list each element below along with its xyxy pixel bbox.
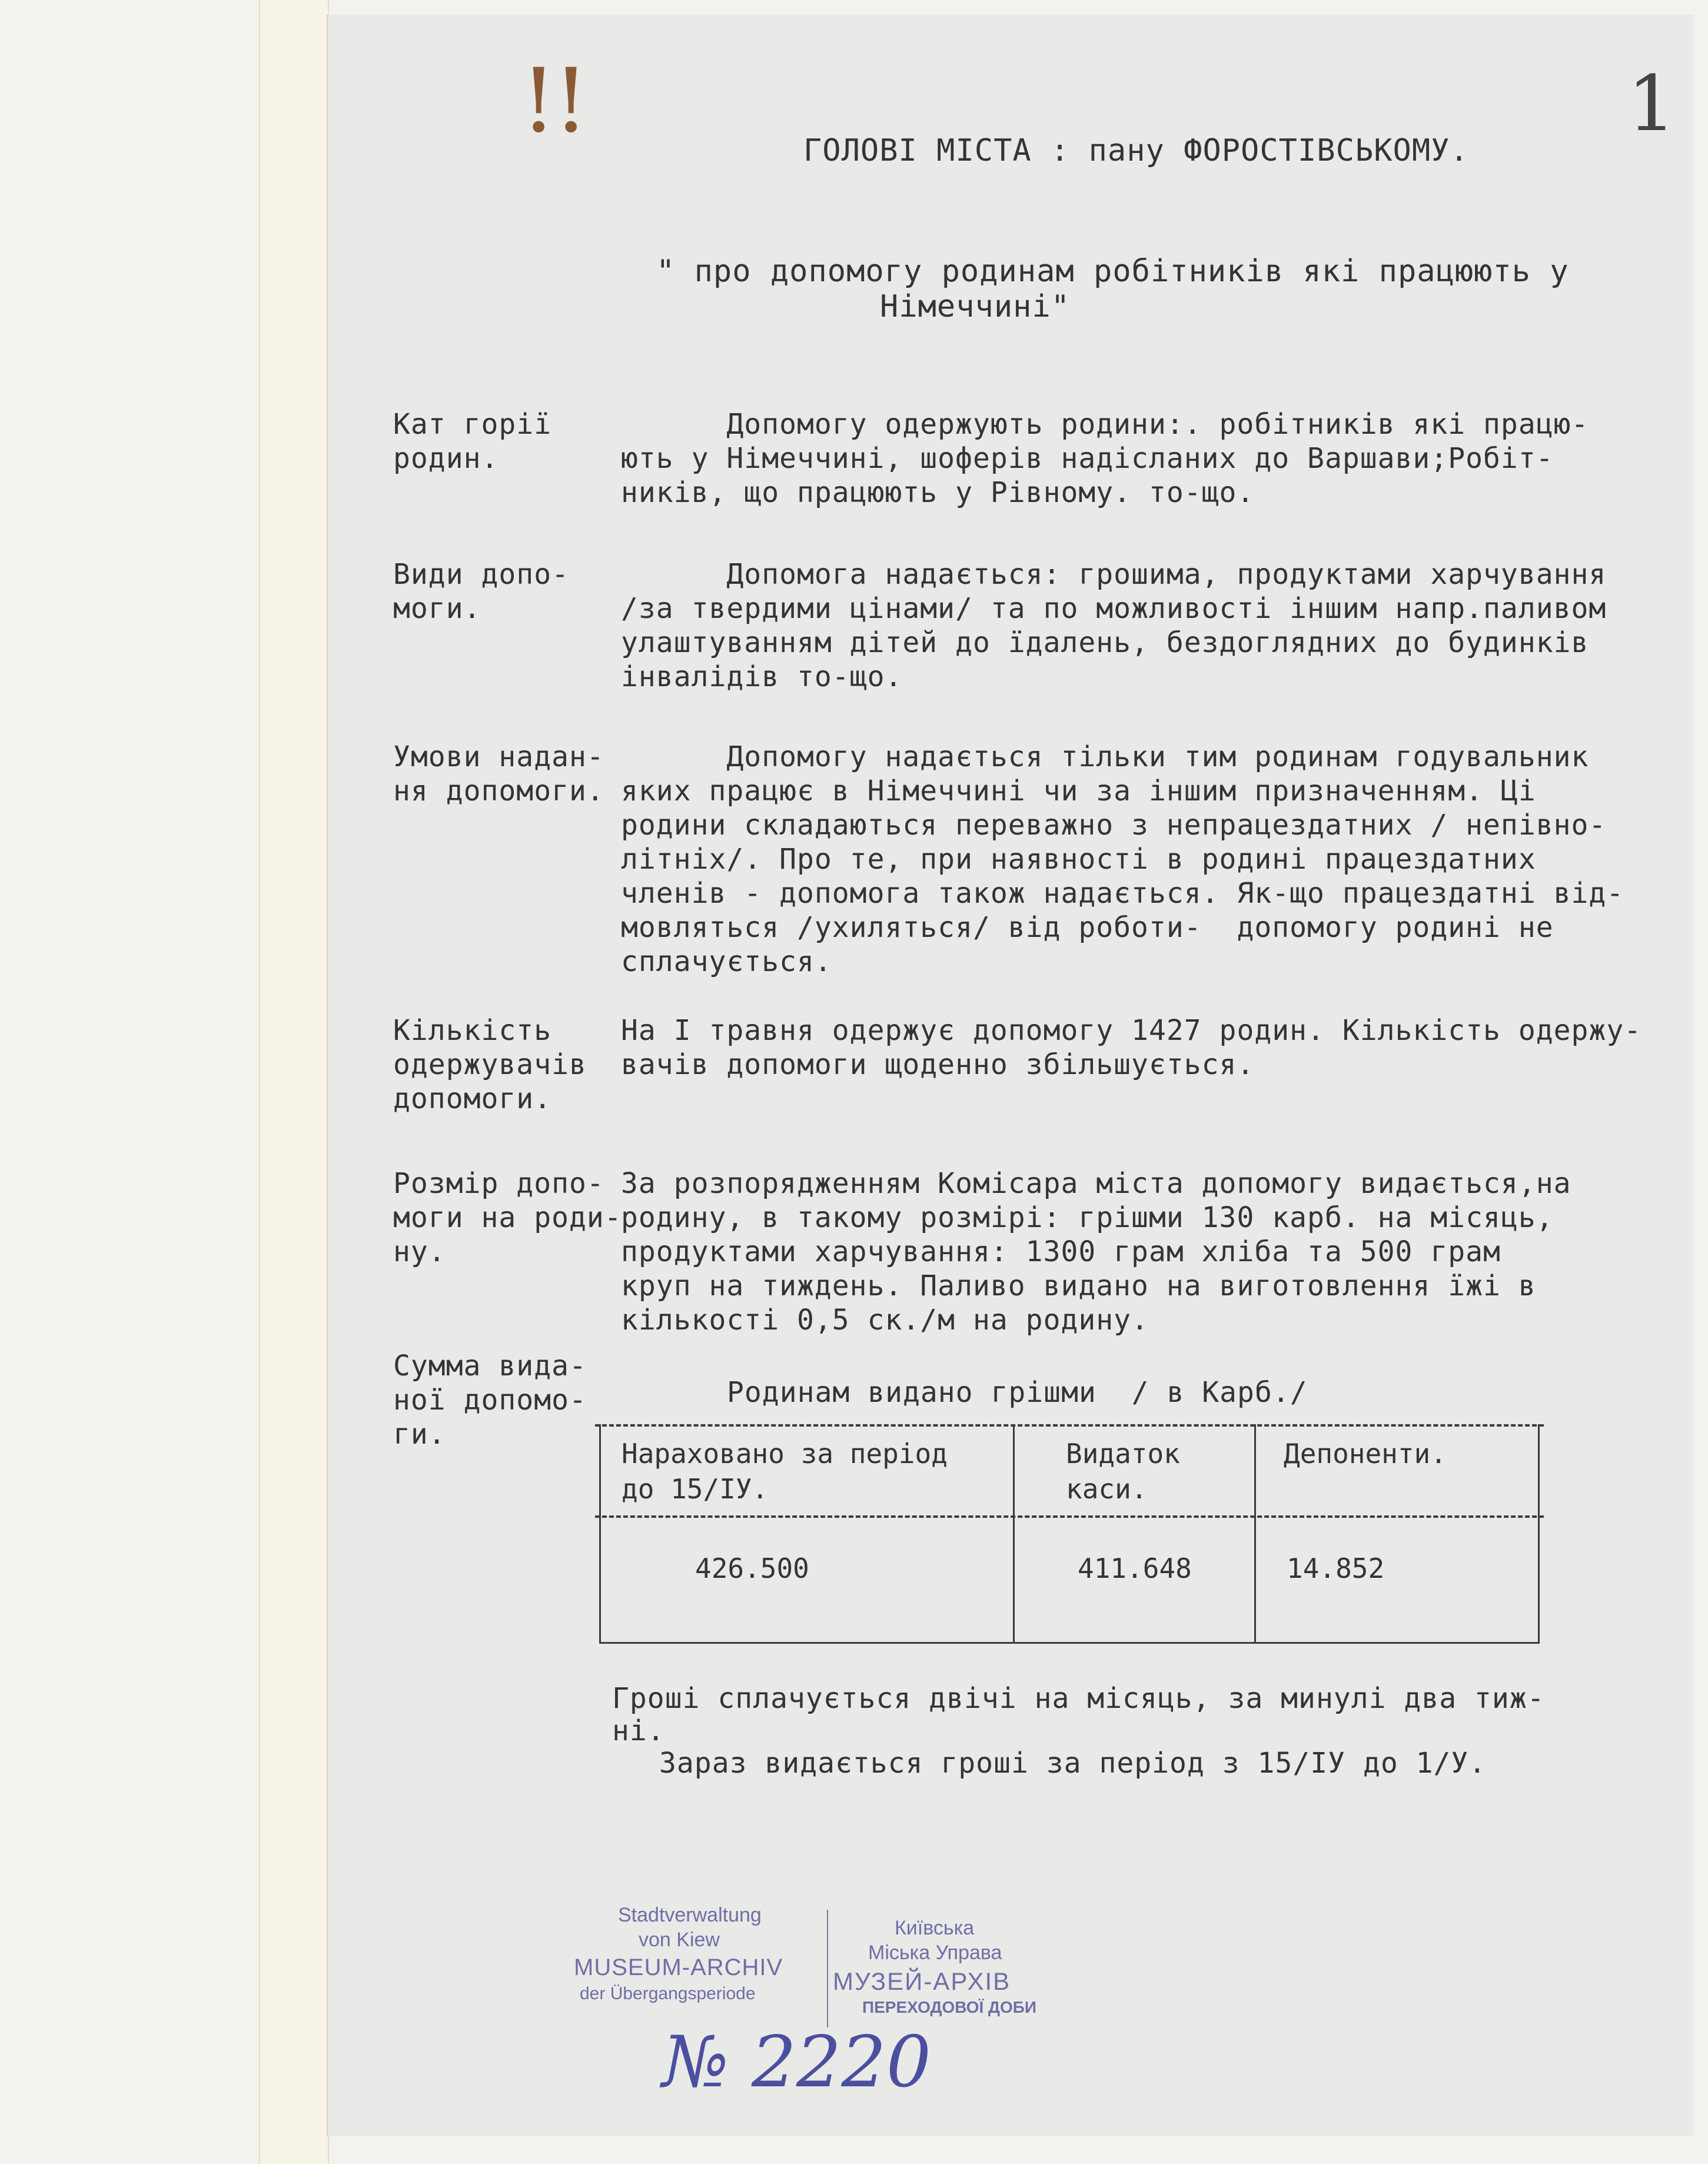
section-text-line: улаштуванням дітей до їдалень, бездоглядних до будинків — [621, 626, 1589, 659]
section-text-line: Допомогу надається тільки тим родинам годувальник — [621, 740, 1589, 773]
brown-ink-mark: ! — [521, 50, 557, 152]
section-text-line: ників, що працюють у Рівному. то-що. — [621, 476, 1255, 509]
stamp-left-line-3: MUSEUM-ARCHIV — [574, 1954, 783, 1980]
footer-line-1: Гроші сплачується двічі на місяць, за минулі два тиж- — [612, 1682, 1545, 1715]
section-label-line: Розмір допо- — [393, 1167, 604, 1200]
section-label-line: допомоги. — [393, 1082, 552, 1115]
section-label-line: моги на роди- — [393, 1201, 622, 1234]
stamp-right-line-3: МУЗЕЙ-АРХІВ — [833, 1967, 1011, 1995]
section-text-line: продуктами харчування: 1300 грам хліба та 500 грам — [621, 1235, 1501, 1268]
subject-line-1: " про допомогу родинам робітників які працюють у — [656, 254, 1569, 289]
section-text-line: родину, в такому розмірі: грішми 130 карб. на місяць, — [621, 1201, 1554, 1234]
section-label-line: ну. — [393, 1235, 446, 1268]
subject-line-2: Німеччині" — [880, 289, 1071, 324]
section-label-line: Умови надан- — [393, 740, 604, 773]
section-label-line: Кількість — [393, 1014, 552, 1047]
section-label-line: ня допомоги. — [393, 774, 604, 807]
section-text-line: круп на тиждень. Паливо видано на виготовлення їжі в — [621, 1269, 1536, 1302]
section-text-line: яких працює в Німеччині чи за іншим призначенням. Ці — [621, 774, 1536, 807]
stamp-left-line-4: der Übergangsperiode — [580, 1984, 756, 2003]
section-text-line: родини складаються переважно з непрацездатних / непівно- — [621, 809, 1607, 842]
section-label-line: Сумма вида- — [393, 1349, 587, 1382]
section-text-line: На І травня одержує допомогу 1427 родин. Кількість одержу- — [621, 1014, 1642, 1047]
section-text-line: Допомога надається: грошима, продуктами харчування — [621, 558, 1607, 591]
stamp-right-line-2: Міська Управа — [868, 1942, 1002, 1964]
addressee: ГОЛОВІ МІСТА : пану ФОРОСТІВСЬКОМУ. — [803, 133, 1469, 168]
section-text-line: вачів допомоги щоденно збільшується. — [621, 1048, 1255, 1081]
footer-line-3: Зараз видається гроші за період з 15/ІУ до 1/У. — [659, 1747, 1487, 1780]
section-text-line: сплачується. — [621, 945, 832, 978]
header-depositors: Депоненти. — [1284, 1438, 1447, 1470]
stamp-divider — [827, 1910, 828, 2027]
page-number: 1 — [1627, 59, 1676, 148]
value-cash-expense: 411.648 — [1078, 1553, 1192, 1584]
section-text-line: мовляться /ухиляться/ від роботи- допомогу родині не — [621, 911, 1554, 944]
section-text-line: літніх/. Про те, при наявності в родині працездатних — [621, 843, 1536, 876]
paper-edge-strip — [259, 0, 329, 2164]
header-accrued: Нараховано за період до 15/ІУ. — [622, 1438, 948, 1505]
stamp-left-line-1: Stadtverwaltung — [618, 1904, 762, 1926]
section-text-line: членів - допомога також надається. Як-що працездатні від- — [621, 877, 1624, 910]
section-text-line: Допомогу одержують родини:. робітників які працю- — [621, 408, 1589, 441]
section-text-line: інвалідів то-що. — [621, 660, 903, 693]
section-label-line: родин. — [393, 442, 499, 475]
section-label-line: ги. — [393, 1418, 446, 1451]
footer-line-2: ні. — [612, 1714, 665, 1747]
section-text-line: ють у Німеччині, шоферів надісланих до Варшави;Робіт- — [621, 442, 1554, 475]
value-depositors: 14.852 — [1287, 1553, 1385, 1584]
section-label-line: Види допо- — [393, 558, 569, 591]
payout-table — [599, 1424, 1540, 1644]
section-text-line: /за твердими цінами/ та по можливості іншим напр.паливом — [621, 592, 1607, 625]
archive-number: № 2220 — [662, 2022, 932, 2103]
section-label-line: ної допомо- — [393, 1384, 587, 1417]
section-label-line: одержувачів — [393, 1048, 587, 1081]
brown-ink-mark-2: ! — [553, 50, 589, 152]
table-caption: Родинам видано грішми / в Карб./ — [727, 1376, 1308, 1409]
section-label-line: Кат горії — [393, 408, 552, 441]
header-cash-expense: Видаток каси. — [1066, 1438, 1180, 1505]
section-label-line: моги. — [393, 592, 481, 625]
stamp-right-line-4: ПЕРЕХОДОВОЇ ДОБИ — [862, 1998, 1037, 2016]
stamp-left-line-2: von Kiew — [639, 1929, 720, 1951]
section-text-line: За розпорядженням Комісара міста допомогу видається,на — [621, 1167, 1571, 1200]
value-accrued: 426.500 — [695, 1553, 809, 1584]
section-text-line: кількості 0,5 ск./м на родину. — [621, 1304, 1149, 1337]
stamp-right-line-1: Київська — [895, 1917, 975, 1939]
